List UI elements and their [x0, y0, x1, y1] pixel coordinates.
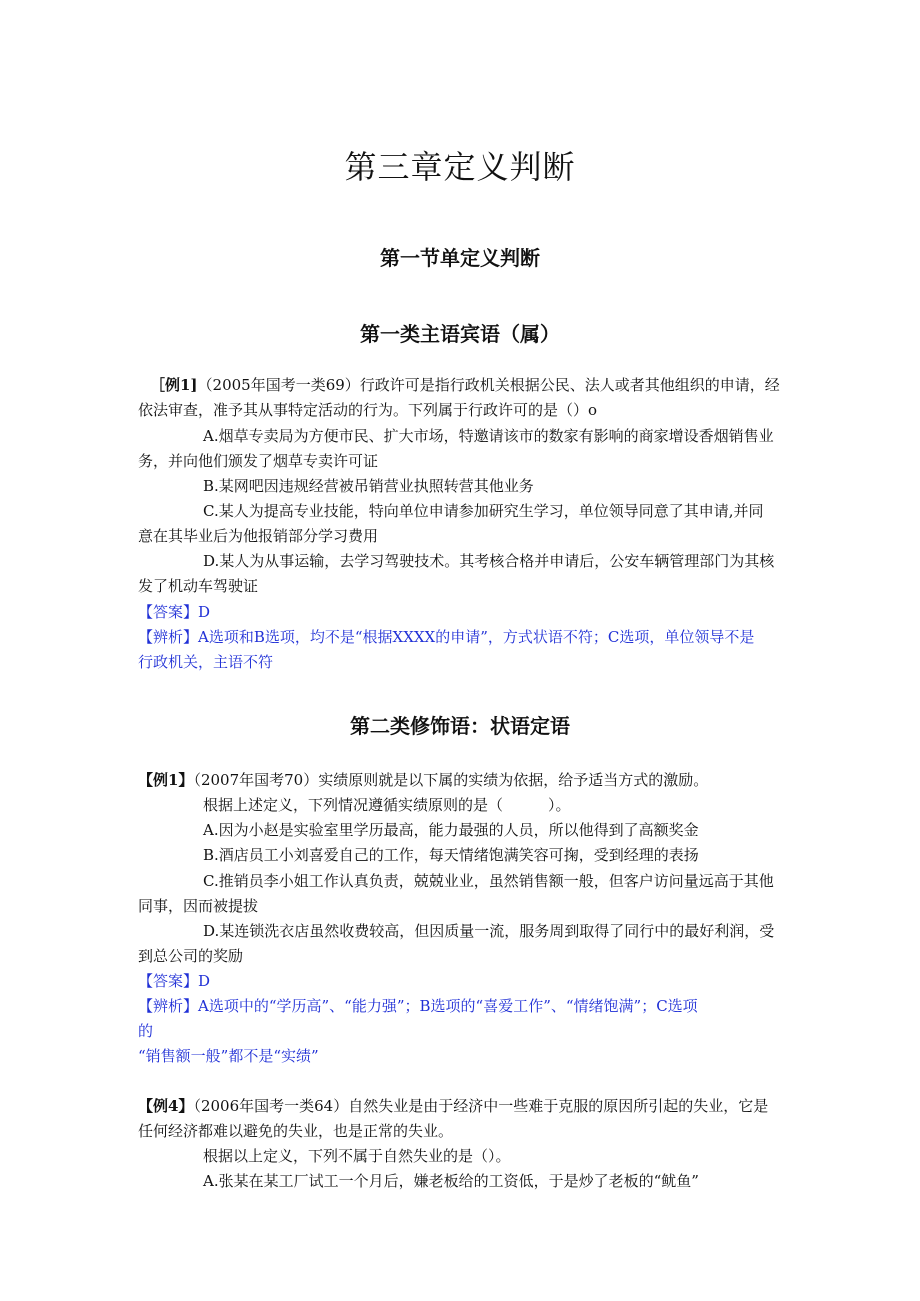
part2-option-a: A.因为小赵是实验室里学历最高，能力最强的人员，所以他得到了高额奖金 [203, 821, 699, 839]
part1-analysis-line1: 【辨析】A选项和B选项，均不是“根据XXXX的申请”，方式状语不符；C选项，单位领导不是 [138, 628, 755, 646]
part1-option-a-cont: 务，并向他们颁发了烟草专卖许可证 [138, 452, 379, 470]
part1-question-line2: 依法审查，准予其从事特定活动的行为。下列属于行政许可的是（）o [138, 401, 598, 419]
part1-option-a: A.烟草专卖局为方便市民、扩大市场，特邀请该市的数家有影响的商家增设香烟销售业 [203, 427, 774, 445]
part1-option-d-cont: 发了机动车驾驶证 [138, 577, 259, 595]
example-label: ［例1] [150, 376, 198, 394]
part1-option-c: C.某人为提高专业技能，特向单位申请参加研究生学习，单位领导同意了其申请,并同 [203, 502, 764, 520]
chapter-title: 第三章定义判断 [344, 148, 576, 186]
part1-option-c-cont: 意在其毕业后为他报销部分学习费用 [138, 527, 379, 545]
example4-line1: 【例4】（2006年国考一类64）自然失业是由于经济中一些难于克服的原因所引起的失业，它是 [138, 1097, 769, 1115]
example-label: 【例4】 [138, 1097, 194, 1115]
part1-analysis-line2: 行政机关，主语不符 [138, 653, 274, 671]
part1-option-d: D.某人为从事运输，去学习驾驶技术。其考核合格并申请后，公安车辆管理部门为其核 [203, 552, 775, 570]
part2-option-b: B.酒店员工小刘喜爱自己的工作，每天情绪饱满笑容可掬，受到经理的表扬 [203, 846, 699, 864]
example-label: 【例1】 [138, 771, 194, 789]
part2-analysis-line1: 【辨析】A选项中的“学历高”、“能力强”；B选项的“喜爱工作”、“情绪饱满”；C选项 [138, 997, 698, 1015]
part1-option-b: B.某网吧因违规经营被吊销营业执照转营其他业务 [203, 477, 534, 495]
part1-question-line1: ［例1]（2005年国考一类69）行政许可是指行政机关根据公民、法人或者其他组织的申请，经 [150, 376, 780, 394]
section-title: 第一节单定义判断 [380, 246, 540, 270]
example4-option-a: A.张某在某工厂试工一个月后，嫌老板给的工资低，于是炒了老板的“鱿鱼” [203, 1172, 699, 1190]
example4-line3: 根据以上定义，下列不属于自然失业的是（）。 [203, 1147, 511, 1165]
part2-answer: 【答案】D [138, 972, 211, 990]
part1-answer: 【答案】D [138, 603, 211, 621]
part2-question-line1: 【例1】（2007年国考70）实绩原则就是以下属的实绩为依据，给予适当方式的激励。 [138, 771, 709, 789]
part2-analysis-line3: “销售额一般”都不是“实绩” [138, 1047, 319, 1065]
part2-analysis-line2: 的 [138, 1022, 154, 1040]
part2-question-line2: 根据上述定义，下列情况遵循实绩原则的是（ ）。 [203, 796, 571, 814]
part2-option-d-cont: 到总公司的奖励 [138, 947, 244, 965]
part1-heading: 第一类主语宾语（属） [360, 322, 560, 346]
example4-line2: 任何经济都难以避免的失业，也是正常的失业。 [138, 1122, 454, 1140]
part2-option-c: C.推销员李小姐工作认真负责，兢兢业业，虽然销售额一般，但客户访问量远高于其他 [203, 872, 774, 890]
part2-option-c-cont: 同事，因而被提拔 [138, 897, 259, 915]
part2-heading: 第二类修饰语：状语定语 [350, 714, 570, 738]
part2-option-d: D.某连锁洗衣店虽然收费较高，但因质量一流，服务周到取得了同行中的最好利润，受 [203, 922, 775, 940]
